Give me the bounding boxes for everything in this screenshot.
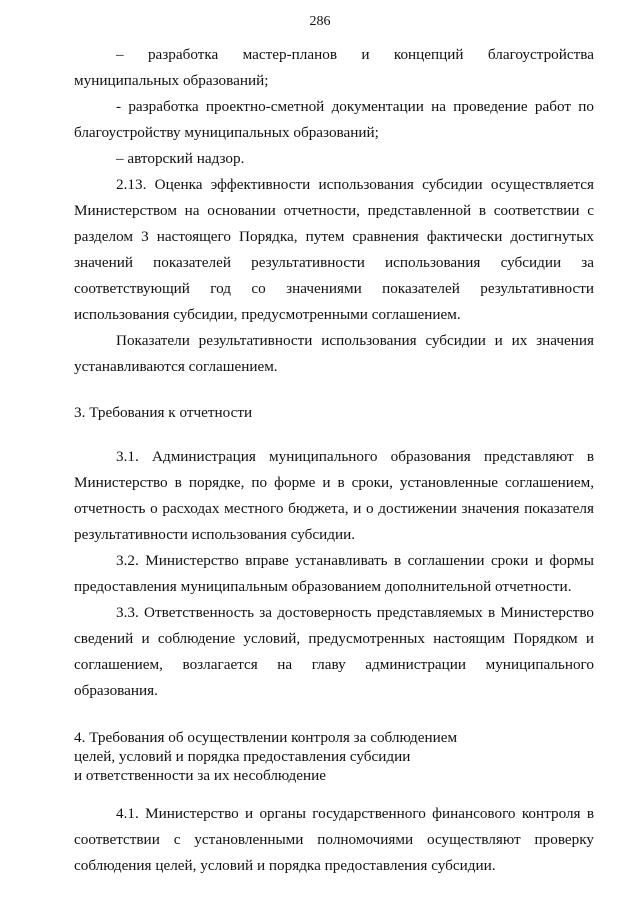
section-4-title-line: 4. Требования об осуществлении контроля за соблюдением (74, 729, 458, 746)
section-4-title (74, 728, 594, 785)
paragraph-3-2: 3.2. Министерство вправе устанавливать в соглашении сроки и формы предоставления муниципальным образованием дополнительной отчетности. (74, 552, 594, 595)
paragraph-4-1: 4.1. Министерство и органы государственного финансового контроля в соответствии с установленными полномочиями осуществляют проверку соблюдения целей, условий и порядка предоставления субсидии. (74, 805, 594, 874)
section-4-title-line: и ответственности за их несоблюдение (74, 767, 326, 784)
paragraph-indicators: Показатели результативности использования субсидии и их значения устанавливаются соглашением. (74, 332, 594, 375)
page-number: 286 (309, 14, 331, 29)
list-item-master-plans: – разработка мастер-планов и концепций благоустройства муниципальных образований; (74, 46, 594, 89)
paragraph-3-1: 3.1. Администрация муниципального образования представляют в Министерство в порядке, по форме и в сроки, установленные соглашением, отчетность о расходах местного бюджета, и о достижении значения показателя результативности использования субсидии. (74, 448, 594, 543)
paragraph-3-3: 3.3. Ответственность за достоверность представляемых в Министерство сведений и соблюдение условий, предусмотренных настоящим Порядком и соглашением, возлагается на главу администрации муниципального образования. (74, 604, 594, 699)
paragraph-2-13: 2.13. Оценка эффективности использования субсидии осуществляется Министерством на основании отчетности, представленной в соответствии с разделом 3 настоящего Порядка, путем сравнения фактически достигнутых значений показателей результативности использования субсидии за соответствующий год со значениями показателей результативности использования субсидии, предусмотренными соглашением. (74, 176, 594, 323)
list-item-supervision: – авторский надзор. (116, 150, 245, 167)
section-3-title: 3. Требования к отчетности (74, 404, 253, 421)
list-item-design-docs: - разработка проектно-сметной документации на проведение работ по благоустройству муниципальных образований; (74, 98, 594, 141)
document-body (74, 42, 594, 879)
section-4-title-line: целей, условий и порядка предоставления субсидии (74, 748, 411, 765)
